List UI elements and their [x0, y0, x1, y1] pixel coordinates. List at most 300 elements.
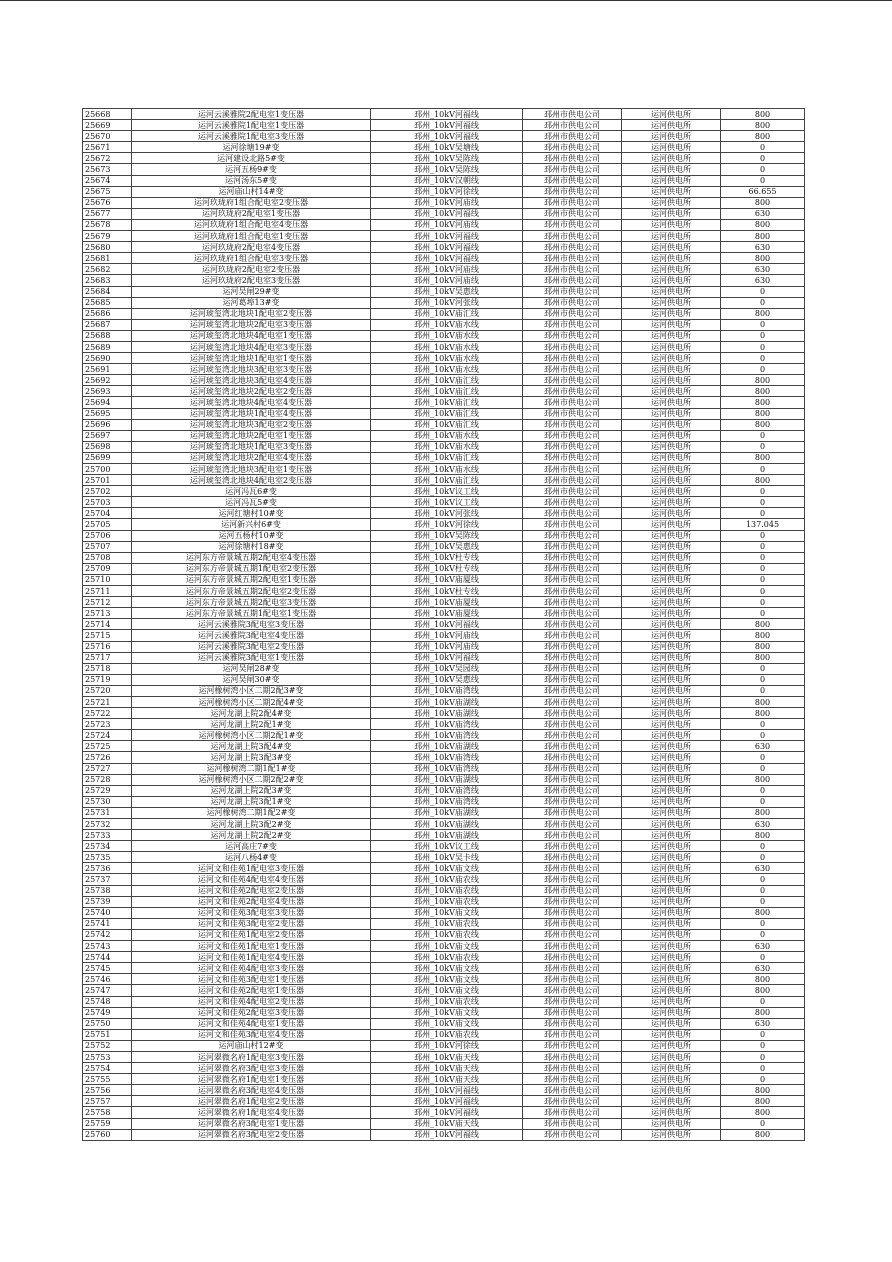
station-name: 运河供电所 — [622, 874, 721, 885]
table-row — [83, 963, 805, 974]
capacity-value: 0 — [721, 852, 805, 863]
station-name: 运河供电所 — [622, 109, 721, 120]
station-name: 运河供电所 — [622, 852, 721, 863]
transformer-name: 运河徐塘村18#变 — [132, 541, 371, 552]
table-row — [83, 219, 805, 230]
company-name: 邳州市供电公司 — [523, 1085, 622, 1096]
row-id: 25734 — [83, 841, 132, 852]
row-id: 25689 — [83, 341, 132, 352]
transformer-name: 运河文和佳苑2配电室1变压器 — [132, 985, 371, 996]
line-name: 邳州_10kV吴惠线 — [371, 674, 523, 685]
station-name: 运河供电所 — [622, 952, 721, 963]
capacity-value: 0 — [721, 319, 805, 330]
row-id: 25753 — [83, 1051, 132, 1062]
table-row — [83, 597, 805, 608]
capacity-value: 800 — [721, 253, 805, 264]
capacity-value: 800 — [721, 774, 805, 785]
table-row — [83, 552, 805, 563]
transformer-name: 运河吴闸28#变 — [132, 663, 371, 674]
row-id: 25714 — [83, 619, 132, 630]
table-row — [83, 153, 805, 164]
row-id: 25695 — [83, 408, 132, 419]
company-name: 邳州市供电公司 — [523, 308, 622, 319]
station-name: 运河供电所 — [622, 1118, 721, 1129]
transformer-name: 运河琥玺湾北地块2配电室2变压器 — [132, 386, 371, 397]
capacity-value: 630 — [721, 208, 805, 219]
table-row — [83, 730, 805, 741]
transformer-name: 运河龙湖上院3配4#变 — [132, 741, 371, 752]
transformer-name: 运河橡树湾二期1配2#变 — [132, 807, 371, 818]
row-id: 25712 — [83, 597, 132, 608]
company-name: 邳州市供电公司 — [523, 663, 622, 674]
capacity-value: 0 — [721, 552, 805, 563]
table-row — [83, 907, 805, 918]
row-id: 25733 — [83, 830, 132, 841]
capacity-value: 0 — [721, 874, 805, 885]
line-name: 邳州_10kV河张线 — [371, 508, 523, 519]
station-name: 运河供电所 — [622, 153, 721, 164]
line-name: 邳州_10kV河福线 — [371, 208, 523, 219]
capacity-value: 0 — [721, 918, 805, 929]
station-name: 运河供电所 — [622, 353, 721, 364]
row-id: 25729 — [83, 785, 132, 796]
capacity-value: 0 — [721, 885, 805, 896]
row-id: 25725 — [83, 741, 132, 752]
row-id: 25676 — [83, 197, 132, 208]
row-id: 25713 — [83, 608, 132, 619]
line-name: 邳州_10kV议工线 — [371, 841, 523, 852]
table-row — [83, 464, 805, 475]
table-row — [83, 630, 805, 641]
line-name: 邳州_10kV庙文线 — [371, 1007, 523, 1018]
capacity-value: 0 — [721, 297, 805, 308]
table-row — [83, 175, 805, 186]
transformer-name: 运河东方帝景城五期2配电室4变压器 — [132, 552, 371, 563]
station-name: 运河供电所 — [622, 120, 721, 131]
capacity-value: 800 — [721, 830, 805, 841]
company-name: 邳州市供电公司 — [523, 452, 622, 463]
capacity-value: 800 — [721, 1107, 805, 1118]
table-row — [83, 131, 805, 142]
transformer-name: 运河庙山村12#变 — [132, 1040, 371, 1051]
company-name: 邳州市供电公司 — [523, 109, 622, 120]
transformer-name: 运河文和佳苑3配电室4变压器 — [132, 1029, 371, 1040]
company-name: 邳州市供电公司 — [523, 219, 622, 230]
row-id: 25671 — [83, 142, 132, 153]
row-id: 25698 — [83, 441, 132, 452]
line-name: 邳州_10kV议工线 — [371, 497, 523, 508]
transformer-name: 运河琥玺湾北地块1配电室3变压器 — [132, 441, 371, 452]
capacity-value: 0 — [721, 364, 805, 375]
capacity-value: 630 — [721, 1018, 805, 1029]
table-row — [83, 763, 805, 774]
line-name: 邳州_10kV河福线 — [371, 1129, 523, 1140]
transformer-name: 运河吴闸30#变 — [132, 674, 371, 685]
line-name: 邳州_10kV河庙线 — [371, 219, 523, 230]
line-name: 邳州_10kV庙水线 — [371, 430, 523, 441]
capacity-value: 800 — [721, 974, 805, 985]
row-id: 25735 — [83, 852, 132, 863]
transformer-name: 运河文和佳苑4配电室2变压器 — [132, 996, 371, 1007]
transformer-name: 运河橡树湾小区二期2配2#变 — [132, 774, 371, 785]
line-name: 邳州_10kV庙汇线 — [371, 397, 523, 408]
table-row — [83, 297, 805, 308]
transformer-name: 运河东方帝景城五期2配电室1变压器 — [132, 574, 371, 585]
transformer-name: 运河冯瓦5#变 — [132, 497, 371, 508]
row-id: 25684 — [83, 286, 132, 297]
station-name: 运河供电所 — [622, 708, 721, 719]
company-name: 邳州市供电公司 — [523, 341, 622, 352]
station-name: 运河供电所 — [622, 696, 721, 707]
transformer-name: 运河琥玺湾北地块4配电室2变压器 — [132, 475, 371, 486]
line-name: 邳州_10kV庙文线 — [371, 985, 523, 996]
company-name: 邳州市供电公司 — [523, 386, 622, 397]
row-id: 25707 — [83, 541, 132, 552]
company-name: 邳州市供电公司 — [523, 197, 622, 208]
company-name: 邳州市供电公司 — [523, 1118, 622, 1129]
station-name: 运河供电所 — [622, 142, 721, 153]
table-row — [83, 341, 805, 352]
station-name: 运河供电所 — [622, 452, 721, 463]
table-row — [83, 275, 805, 286]
station-name: 运河供电所 — [622, 1074, 721, 1085]
line-name: 邳州_10kV庙湖线 — [371, 708, 523, 719]
line-name: 邳州_10kV河福线 — [371, 131, 523, 142]
capacity-value: 800 — [721, 109, 805, 120]
table-row — [83, 364, 805, 375]
station-name: 运河供电所 — [622, 763, 721, 774]
station-name: 运河供电所 — [622, 297, 721, 308]
line-name: 邳州_10kV吴陈线 — [371, 530, 523, 541]
company-name: 邳州市供电公司 — [523, 885, 622, 896]
company-name: 邳州市供电公司 — [523, 630, 622, 641]
row-id: 25721 — [83, 696, 132, 707]
station-name: 运河供电所 — [622, 785, 721, 796]
transformer-name: 运河庙山村14#变 — [132, 186, 371, 197]
line-name: 邳州_10kV庙厦线 — [371, 574, 523, 585]
transformer-name: 运河玖珑府1组合配电室3变压器 — [132, 253, 371, 264]
row-id: 25727 — [83, 763, 132, 774]
station-name: 运河供电所 — [622, 896, 721, 907]
transformer-name: 运河文和佳苑2配电室2变压器 — [132, 885, 371, 896]
capacity-value: 0 — [721, 663, 805, 674]
table-row — [83, 353, 805, 364]
line-name: 邳州_10kV庙湖线 — [371, 696, 523, 707]
company-name: 邳州市供电公司 — [523, 208, 622, 219]
company-name: 邳州市供电公司 — [523, 696, 622, 707]
station-name: 运河供电所 — [622, 253, 721, 264]
line-name: 邳州_10kV河庙线 — [371, 641, 523, 652]
transformer-name: 运河汤东5#变 — [132, 175, 371, 186]
row-id: 25744 — [83, 952, 132, 963]
transformer-name: 运河琥玺湾北地块1配电室1变压器 — [132, 353, 371, 364]
station-name: 运河供电所 — [622, 552, 721, 563]
capacity-value: 630 — [721, 264, 805, 275]
table-row — [83, 785, 805, 796]
row-id: 25702 — [83, 486, 132, 497]
capacity-value: 0 — [721, 175, 805, 186]
table-row — [83, 819, 805, 830]
company-name: 邳州市供电公司 — [523, 619, 622, 630]
row-id: 25746 — [83, 974, 132, 985]
transformer-name: 运河云溪雅院3配电室3变压器 — [132, 619, 371, 630]
row-id: 25697 — [83, 430, 132, 441]
company-name: 邳州市供电公司 — [523, 719, 622, 730]
company-name: 邳州市供电公司 — [523, 996, 622, 1007]
transformer-name: 运河龙湖上院3配3#变 — [132, 752, 371, 763]
row-id: 25678 — [83, 219, 132, 230]
transformer-name: 运河文和佳苑1配电室2变压器 — [132, 929, 371, 940]
row-id: 25742 — [83, 929, 132, 940]
capacity-value: 0 — [721, 1029, 805, 1040]
row-id: 25751 — [83, 1029, 132, 1040]
line-name: 邳州_10kV庙汇线 — [371, 475, 523, 486]
row-id: 25718 — [83, 663, 132, 674]
table-row — [83, 974, 805, 985]
capacity-value: 0 — [721, 719, 805, 730]
station-name: 运河供电所 — [622, 863, 721, 874]
station-name: 运河供电所 — [622, 963, 721, 974]
table-row — [83, 430, 805, 441]
table-row — [83, 1107, 805, 1118]
table-row — [83, 807, 805, 818]
line-name: 邳州_10kV河庙线 — [371, 275, 523, 286]
capacity-value: 0 — [721, 341, 805, 352]
company-name: 邳州市供电公司 — [523, 353, 622, 364]
row-id: 25693 — [83, 386, 132, 397]
company-name: 邳州市供电公司 — [523, 242, 622, 253]
transformer-name: 运河琥玺湾北地块3配电室3变压器 — [132, 364, 371, 375]
station-name: 运河供电所 — [622, 341, 721, 352]
company-name: 邳州市供电公司 — [523, 131, 622, 142]
capacity-value: 800 — [721, 452, 805, 463]
transformer-name: 运河龙湖上院2配2#变 — [132, 830, 371, 841]
line-name: 邳州_10kV庙湾线 — [371, 719, 523, 730]
capacity-value: 0 — [721, 597, 805, 608]
company-name: 邳州市供电公司 — [523, 929, 622, 940]
line-name: 邳州_10kV杜专线 — [371, 552, 523, 563]
capacity-value: 800 — [721, 807, 805, 818]
line-name: 邳州_10kV吴园线 — [371, 663, 523, 674]
company-name: 邳州市供电公司 — [523, 574, 622, 585]
line-name: 邳州_10kV庙农线 — [371, 929, 523, 940]
transformer-name: 运河文和佳苑4配电室3变压器 — [132, 963, 371, 974]
line-name: 邳州_10kV庙湖线 — [371, 774, 523, 785]
station-name: 运河供电所 — [622, 197, 721, 208]
company-name: 邳州市供电公司 — [523, 763, 622, 774]
row-id: 25739 — [83, 896, 132, 907]
station-name: 运河供电所 — [622, 719, 721, 730]
transformer-name: 运河翠微名府3配电室2变压器 — [132, 1129, 371, 1140]
row-id: 25669 — [83, 120, 132, 131]
company-name: 邳州市供电公司 — [523, 985, 622, 996]
line-name: 邳州_10kV庙汇线 — [371, 386, 523, 397]
station-name: 运河供电所 — [622, 774, 721, 785]
row-id: 25691 — [83, 364, 132, 375]
company-name: 邳州市供电公司 — [523, 674, 622, 685]
station-name: 运河供电所 — [622, 497, 721, 508]
station-name: 运河供电所 — [622, 907, 721, 918]
table-row — [83, 1074, 805, 1085]
row-id: 25673 — [83, 164, 132, 175]
table-row — [83, 708, 805, 719]
transformer-name: 运河新兴村6#变 — [132, 519, 371, 530]
line-name: 邳州_10kV杜专线 — [371, 586, 523, 597]
line-name: 邳州_10kV庙水线 — [371, 464, 523, 475]
line-name: 邳州_10kV庙农线 — [371, 918, 523, 929]
table-row — [83, 1051, 805, 1062]
table-row — [83, 796, 805, 807]
station-name: 运河供电所 — [622, 419, 721, 430]
capacity-value: 800 — [721, 619, 805, 630]
row-id: 25681 — [83, 253, 132, 264]
table-row — [83, 685, 805, 696]
transformer-name: 运河东方帝景城五期1配电室2变压器 — [132, 563, 371, 574]
row-id: 25672 — [83, 153, 132, 164]
table-row — [83, 1007, 805, 1018]
capacity-value: 630 — [721, 819, 805, 830]
transformer-name: 运河文和佳苑1配电室1变压器 — [132, 941, 371, 952]
line-name: 邳州_10kV庙文线 — [371, 863, 523, 874]
capacity-value: 0 — [721, 464, 805, 475]
transformer-name: 运河冯瓦6#变 — [132, 486, 371, 497]
transformer-name: 运河云溪雅院3配电室2变压器 — [132, 641, 371, 652]
capacity-value: 0 — [721, 586, 805, 597]
table-row — [83, 841, 805, 852]
line-name: 邳州_10kV庙水线 — [371, 353, 523, 364]
table-row — [83, 863, 805, 874]
capacity-value: 0 — [721, 563, 805, 574]
table-row — [83, 386, 805, 397]
table-row — [83, 985, 805, 996]
transformer-name: 运河建设北路5#变 — [132, 153, 371, 164]
line-name: 邳州_10kV庙水线 — [371, 441, 523, 452]
transformer-name: 运河文和佳苑2配电室3变压器 — [132, 1007, 371, 1018]
capacity-value: 800 — [721, 652, 805, 663]
capacity-value: 0 — [721, 508, 805, 519]
table-row — [83, 519, 805, 530]
table-row — [83, 242, 805, 253]
capacity-value: 0 — [721, 996, 805, 1007]
row-id: 25703 — [83, 497, 132, 508]
row-id: 25720 — [83, 685, 132, 696]
transformer-name: 运河云溪雅院3配电室1变压器 — [132, 652, 371, 663]
table-row — [83, 941, 805, 952]
transformer-name: 运河琥玺湾北地块1配电室2变压器 — [132, 308, 371, 319]
capacity-value: 0 — [721, 841, 805, 852]
company-name: 邳州市供电公司 — [523, 497, 622, 508]
table-row — [83, 918, 805, 929]
capacity-value: 800 — [721, 641, 805, 652]
row-id: 25706 — [83, 530, 132, 541]
table-row — [83, 475, 805, 486]
transformer-name: 运河文和佳苑4配电室4变压器 — [132, 874, 371, 885]
transformer-name: 运河云溪雅院2配电室1变压器 — [132, 109, 371, 120]
line-name: 邳州_10kV庙厦线 — [371, 597, 523, 608]
line-name: 邳州_10kV庙农线 — [371, 996, 523, 1007]
station-name: 运河供电所 — [622, 364, 721, 375]
capacity-value: 0 — [721, 574, 805, 585]
table-row — [83, 508, 805, 519]
transformer-name: 运河文和佳苑4配电室1变压器 — [132, 1018, 371, 1029]
capacity-value: 0 — [721, 674, 805, 685]
line-name: 邳州_10kV庙文线 — [371, 1018, 523, 1029]
table-row — [83, 608, 805, 619]
capacity-value: 0 — [721, 929, 805, 940]
row-id: 25711 — [83, 586, 132, 597]
station-name: 运河供电所 — [622, 397, 721, 408]
company-name: 邳州市供电公司 — [523, 397, 622, 408]
table-row — [83, 752, 805, 763]
row-id: 25737 — [83, 874, 132, 885]
table-row — [83, 452, 805, 463]
transformer-name: 运河玖珑府2配电室1变压器 — [132, 208, 371, 219]
row-id: 25675 — [83, 186, 132, 197]
station-name: 运河供电所 — [622, 1129, 721, 1140]
capacity-value: 0 — [721, 353, 805, 364]
table-row — [83, 774, 805, 785]
table-row — [83, 696, 805, 707]
transformer-name: 运河龙湖上院3配2#变 — [132, 819, 371, 830]
transformer-name: 运河文和佳苑1配电室3变压器 — [132, 863, 371, 874]
table-row — [83, 253, 805, 264]
capacity-value: 0 — [721, 430, 805, 441]
capacity-value: 800 — [721, 1129, 805, 1140]
line-name: 邳州_10kV吴陈线 — [371, 153, 523, 164]
line-name: 邳州_10kV庙湾线 — [371, 796, 523, 807]
station-name: 运河供电所 — [622, 519, 721, 530]
station-name: 运河供电所 — [622, 819, 721, 830]
line-name: 邳州_10kV庙文线 — [371, 974, 523, 985]
capacity-value: 800 — [721, 219, 805, 230]
capacity-value: 800 — [721, 630, 805, 641]
company-name: 邳州市供电公司 — [523, 907, 622, 918]
transformer-name: 运河琥玺湾北地块3配电室1变压器 — [132, 464, 371, 475]
company-name: 邳州市供电公司 — [523, 408, 622, 419]
company-name: 邳州市供电公司 — [523, 952, 622, 963]
station-name: 运河供电所 — [622, 464, 721, 475]
station-name: 运河供电所 — [622, 508, 721, 519]
company-name: 邳州市供电公司 — [523, 1029, 622, 1040]
row-id: 25719 — [83, 674, 132, 685]
station-name: 运河供电所 — [622, 830, 721, 841]
row-id: 25683 — [83, 275, 132, 286]
capacity-value: 0 — [721, 1051, 805, 1062]
line-name: 邳州_10kV河庙线 — [371, 197, 523, 208]
row-id: 25674 — [83, 175, 132, 186]
station-name: 运河供电所 — [622, 1107, 721, 1118]
company-name: 邳州市供电公司 — [523, 186, 622, 197]
company-name: 邳州市供电公司 — [523, 475, 622, 486]
line-name: 邳州_10kV庙水线 — [371, 319, 523, 330]
row-id: 25726 — [83, 752, 132, 763]
capacity-value: 800 — [721, 397, 805, 408]
capacity-value: 0 — [721, 796, 805, 807]
table-row — [83, 663, 805, 674]
company-name: 邳州市供电公司 — [523, 586, 622, 597]
station-name: 运河供电所 — [622, 752, 721, 763]
transformer-table — [82, 108, 805, 1141]
station-name: 运河供电所 — [622, 530, 721, 541]
station-name: 运河供电所 — [622, 796, 721, 807]
station-name: 运河供电所 — [622, 918, 721, 929]
capacity-value: 137.045 — [721, 519, 805, 530]
row-id: 25699 — [83, 452, 132, 463]
line-name: 邳州_10kV庙湖线 — [371, 741, 523, 752]
row-id: 25682 — [83, 264, 132, 275]
line-name: 邳州_10kV庙湖线 — [371, 830, 523, 841]
station-name: 运河供电所 — [622, 242, 721, 253]
